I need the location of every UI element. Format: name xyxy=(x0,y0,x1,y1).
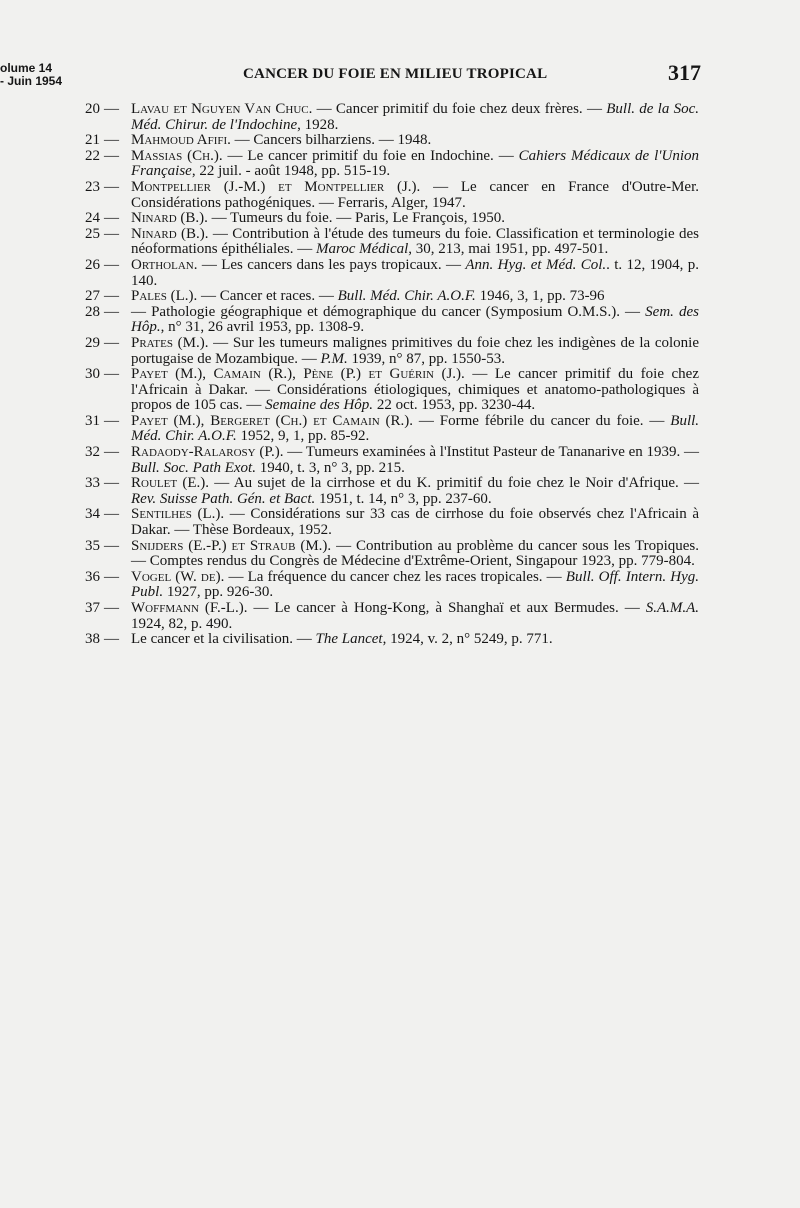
reference-dash: — xyxy=(104,475,119,492)
reference-author: Lavau et Nguyen Van Chuc. xyxy=(131,101,313,117)
reference-number: 21 xyxy=(85,132,100,149)
reference-entry xyxy=(84,180,699,211)
reference-text: — Au sujet de la cirrhose et du K. primitif du foie chez le Noir d'Afrique. — xyxy=(214,475,700,492)
reference-author: Montpellier (J.-M.) et Montpellier (J.). xyxy=(131,178,421,195)
reference-text: — Les cancers dans les pays tropicaux. — xyxy=(201,256,462,273)
reference-journal: S.A.M.A. xyxy=(645,600,700,616)
reference-number: 30 xyxy=(85,366,100,383)
reference-dash: — xyxy=(104,178,119,195)
reference-author: Snijders (E.-P.) et Straub (M.). xyxy=(131,537,332,554)
reference-dash: — xyxy=(104,210,119,227)
reference-details: 1940, t. 3, n° 3, pp. 215. xyxy=(255,459,405,476)
reference-entry xyxy=(84,601,699,632)
reference-details: , 1924, v. 2, n° 5249, p. 771. xyxy=(382,631,553,648)
reference-details: , 22 juil. - août 1948, pp. 515-19. xyxy=(191,163,391,180)
reference-journal: Bull. Méd. Chir. A.O.F. xyxy=(131,412,700,445)
reference-dash: — xyxy=(104,537,119,554)
reference-details: 1951, t. 14, n° 3, pp. 237-60. xyxy=(315,490,492,507)
reference-entry xyxy=(84,414,699,445)
reference-author: Prates (M.). xyxy=(131,334,209,351)
reference-number: 38 xyxy=(85,631,100,648)
reference-text: — Le cancer primitif du foie chez l'Africain à Dakar. — Considérations étiologiques, chimiques et anatomo-pathologiques à propos de 105 cas. — xyxy=(131,366,699,414)
reference-dash: — xyxy=(104,568,119,585)
reference-number: 26 xyxy=(85,256,100,273)
reference-entry xyxy=(84,367,699,414)
reference-author: Woffmann (F.-L.). xyxy=(131,600,248,616)
reference-entry xyxy=(84,336,699,367)
reference-dash: — xyxy=(104,631,119,648)
reference-entry xyxy=(84,539,699,570)
reference-details: , n° 31, 26 avril 1953, pp. 1308-9. xyxy=(160,319,365,336)
reference-text: — Considérations sur 33 cas de cirrhose du foie observés chez l'Africain à Dakar. — Thèse Bordeaux, 1952. xyxy=(131,506,699,539)
reference-number: 27 xyxy=(85,288,100,305)
reference-number: 22 xyxy=(85,147,100,164)
reference-number: 37 xyxy=(85,600,100,616)
issue-date: - Juin 1954 xyxy=(0,74,63,88)
page-number: 317 xyxy=(668,60,701,85)
reference-entry xyxy=(84,149,699,180)
reference-dash: — xyxy=(104,132,119,149)
reference-details: 1946, 3, 1, pp. 73-96 xyxy=(475,288,605,305)
reference-number: 29 xyxy=(85,334,100,351)
reference-number: 20 xyxy=(85,101,100,117)
reference-text: Le cancer et la civilisation. — xyxy=(131,631,312,648)
reference-dash: — xyxy=(104,366,119,383)
reference-details: . t. 12, 1904, p. 140. xyxy=(131,256,699,289)
volume-info xyxy=(0,62,62,88)
reference-entry xyxy=(84,632,699,648)
reference-text: — Contribution à l'étude des tumeurs du foie. Classification et terminologie des néoformations épithéliales. — xyxy=(131,225,699,258)
reference-author: Payet (M.), Bergeret (Ch.) et Camain (R.). xyxy=(131,412,414,429)
reference-details: , 1928. xyxy=(297,116,339,133)
reference-text: — Le cancer en France d'Outre-Mer. Considérations pathogéniques. — Ferraris, Alger, 1947. xyxy=(131,178,699,211)
reference-text: — Forme fébrile du cancer du foie. — xyxy=(418,412,665,429)
reference-details: 1939, n° 87, pp. 1550-53. xyxy=(347,350,506,367)
reference-number: 36 xyxy=(85,568,100,585)
reference-text: — Contribution au problème du cancer sous les Tropiques. — Comptes rendus du Congrès de Médecine d'Extrême-Orient, Singapour 1923, pp. 779-804. xyxy=(131,537,699,570)
reference-dash: — xyxy=(104,147,119,164)
reference-details: 1927, pp. 926-30. xyxy=(163,584,274,601)
reference-journal: Bull. Méd. Chir. A.O.F. xyxy=(337,288,476,305)
reference-details: 1952, 9, 1, pp. 85-92. xyxy=(236,428,370,445)
reference-text: — Pathologie géographique et démographique du cancer (Symposium O.M.S.). — xyxy=(131,303,641,320)
reference-author: Pales (L.). xyxy=(131,288,198,305)
reference-dash: — xyxy=(104,412,119,429)
reference-author: Ninard (B.). xyxy=(131,225,209,242)
reference-journal: Semaine des Hôp. xyxy=(265,397,374,414)
reference-journal: P.M. xyxy=(320,350,348,367)
reference-text: — Cancer primitif du foie chez deux frères. — xyxy=(316,101,602,117)
reference-text: — La fréquence du cancer chez les races tropicales. — xyxy=(228,568,562,585)
reference-list xyxy=(84,102,699,648)
reference-journal: Sem. des Hôp. xyxy=(131,303,699,336)
reference-dash: — xyxy=(104,225,119,242)
reference-dash: — xyxy=(104,506,119,523)
reference-entry xyxy=(84,133,699,149)
reference-details: , 30, 213, mai 1951, pp. 497-501. xyxy=(408,241,609,258)
reference-entry xyxy=(84,445,699,476)
reference-dash: — xyxy=(104,334,119,351)
reference-text: — Cancers bilharziens. — 1948. xyxy=(234,132,432,149)
reference-dash: — xyxy=(104,288,119,305)
reference-journal: Rev. Suisse Path. Gén. et Bact. xyxy=(131,490,316,507)
reference-entry xyxy=(84,102,699,133)
reference-number: 33 xyxy=(85,475,100,492)
reference-journal: Cahiers Médicaux de l'Union Française xyxy=(131,147,699,180)
reference-text: — Cancer et races. — xyxy=(201,288,334,305)
reference-entry xyxy=(84,570,699,601)
reference-entry xyxy=(84,211,699,227)
reference-entry xyxy=(84,476,699,507)
reference-author: Roulet (E.). xyxy=(131,475,209,492)
reference-number: 23 xyxy=(85,178,100,195)
reference-author: Massias (Ch.). xyxy=(131,147,223,164)
reference-text: — Tumeurs du foie. — Paris, Le François, 1950. xyxy=(211,210,505,227)
reference-dash: — xyxy=(104,600,119,616)
reference-number: 28 xyxy=(85,303,100,320)
reference-journal: Ann. Hyg. et Méd. Col. xyxy=(465,256,607,273)
reference-text: — Le cancer à Hong-Kong, à Shanghaï et aux Bermudes. — xyxy=(253,600,640,616)
reference-entry xyxy=(84,227,699,258)
reference-journal: Maroc Médical xyxy=(315,241,409,258)
volume-number: olume 14 xyxy=(0,61,53,75)
reference-dash: — xyxy=(104,444,119,461)
reference-journal: Bull. Off. Intern. Hyg. Publ. xyxy=(131,568,699,601)
reference-entry xyxy=(84,289,699,305)
reference-dash: — xyxy=(104,256,119,273)
reference-author: Ninard (B.). xyxy=(131,210,208,227)
reference-author: Radaody-Ralarosy (P.). xyxy=(131,444,284,461)
reference-author: Payet (M.), Camain (R.), Pène (P.) et Guérin (J.). xyxy=(131,366,465,383)
reference-dash: — xyxy=(104,303,119,320)
reference-number: 34 xyxy=(85,506,100,523)
reference-number: 32 xyxy=(85,444,100,461)
reference-author: Sentilhes (L.). xyxy=(131,506,225,523)
reference-text: — Le cancer primitif du foie en Indochine. — xyxy=(227,147,514,164)
reference-details: 22 oct. 1953, pp. 3230-44. xyxy=(373,397,536,414)
reference-journal: The Lancet xyxy=(315,631,383,648)
reference-text: — Sur les tumeurs malignes primitives du foie chez les indigènes de la colonie portugaise de Mozambique. — xyxy=(131,334,699,367)
reference-number: 25 xyxy=(85,225,100,242)
reference-entry xyxy=(84,258,699,289)
reference-entry xyxy=(84,507,699,538)
running-title: CANCER DU FOIE EN MILIEU TROPICAL xyxy=(243,66,548,82)
reference-journal: Bull. Soc. Path Exot. xyxy=(131,459,256,476)
reference-text: — Tumeurs examinées à l'Institut Pasteur de Tananarive en 1939. — xyxy=(287,444,700,461)
reference-number: 24 xyxy=(85,210,100,227)
reference-entry xyxy=(84,305,699,336)
reference-dash: — xyxy=(104,101,119,117)
reference-author: Mahmoud Afifi. xyxy=(131,132,231,149)
reference-number: 31 xyxy=(85,412,100,429)
reference-author: Ortholan. xyxy=(131,256,198,273)
reference-author: Vogel (W. de). xyxy=(131,568,225,585)
reference-details: 1924, 82, p. 490. xyxy=(131,615,233,632)
reference-journal: Bull. de la Soc. Méd. Chirur. de l'Indochine xyxy=(131,101,700,133)
reference-number: 35 xyxy=(85,537,100,554)
